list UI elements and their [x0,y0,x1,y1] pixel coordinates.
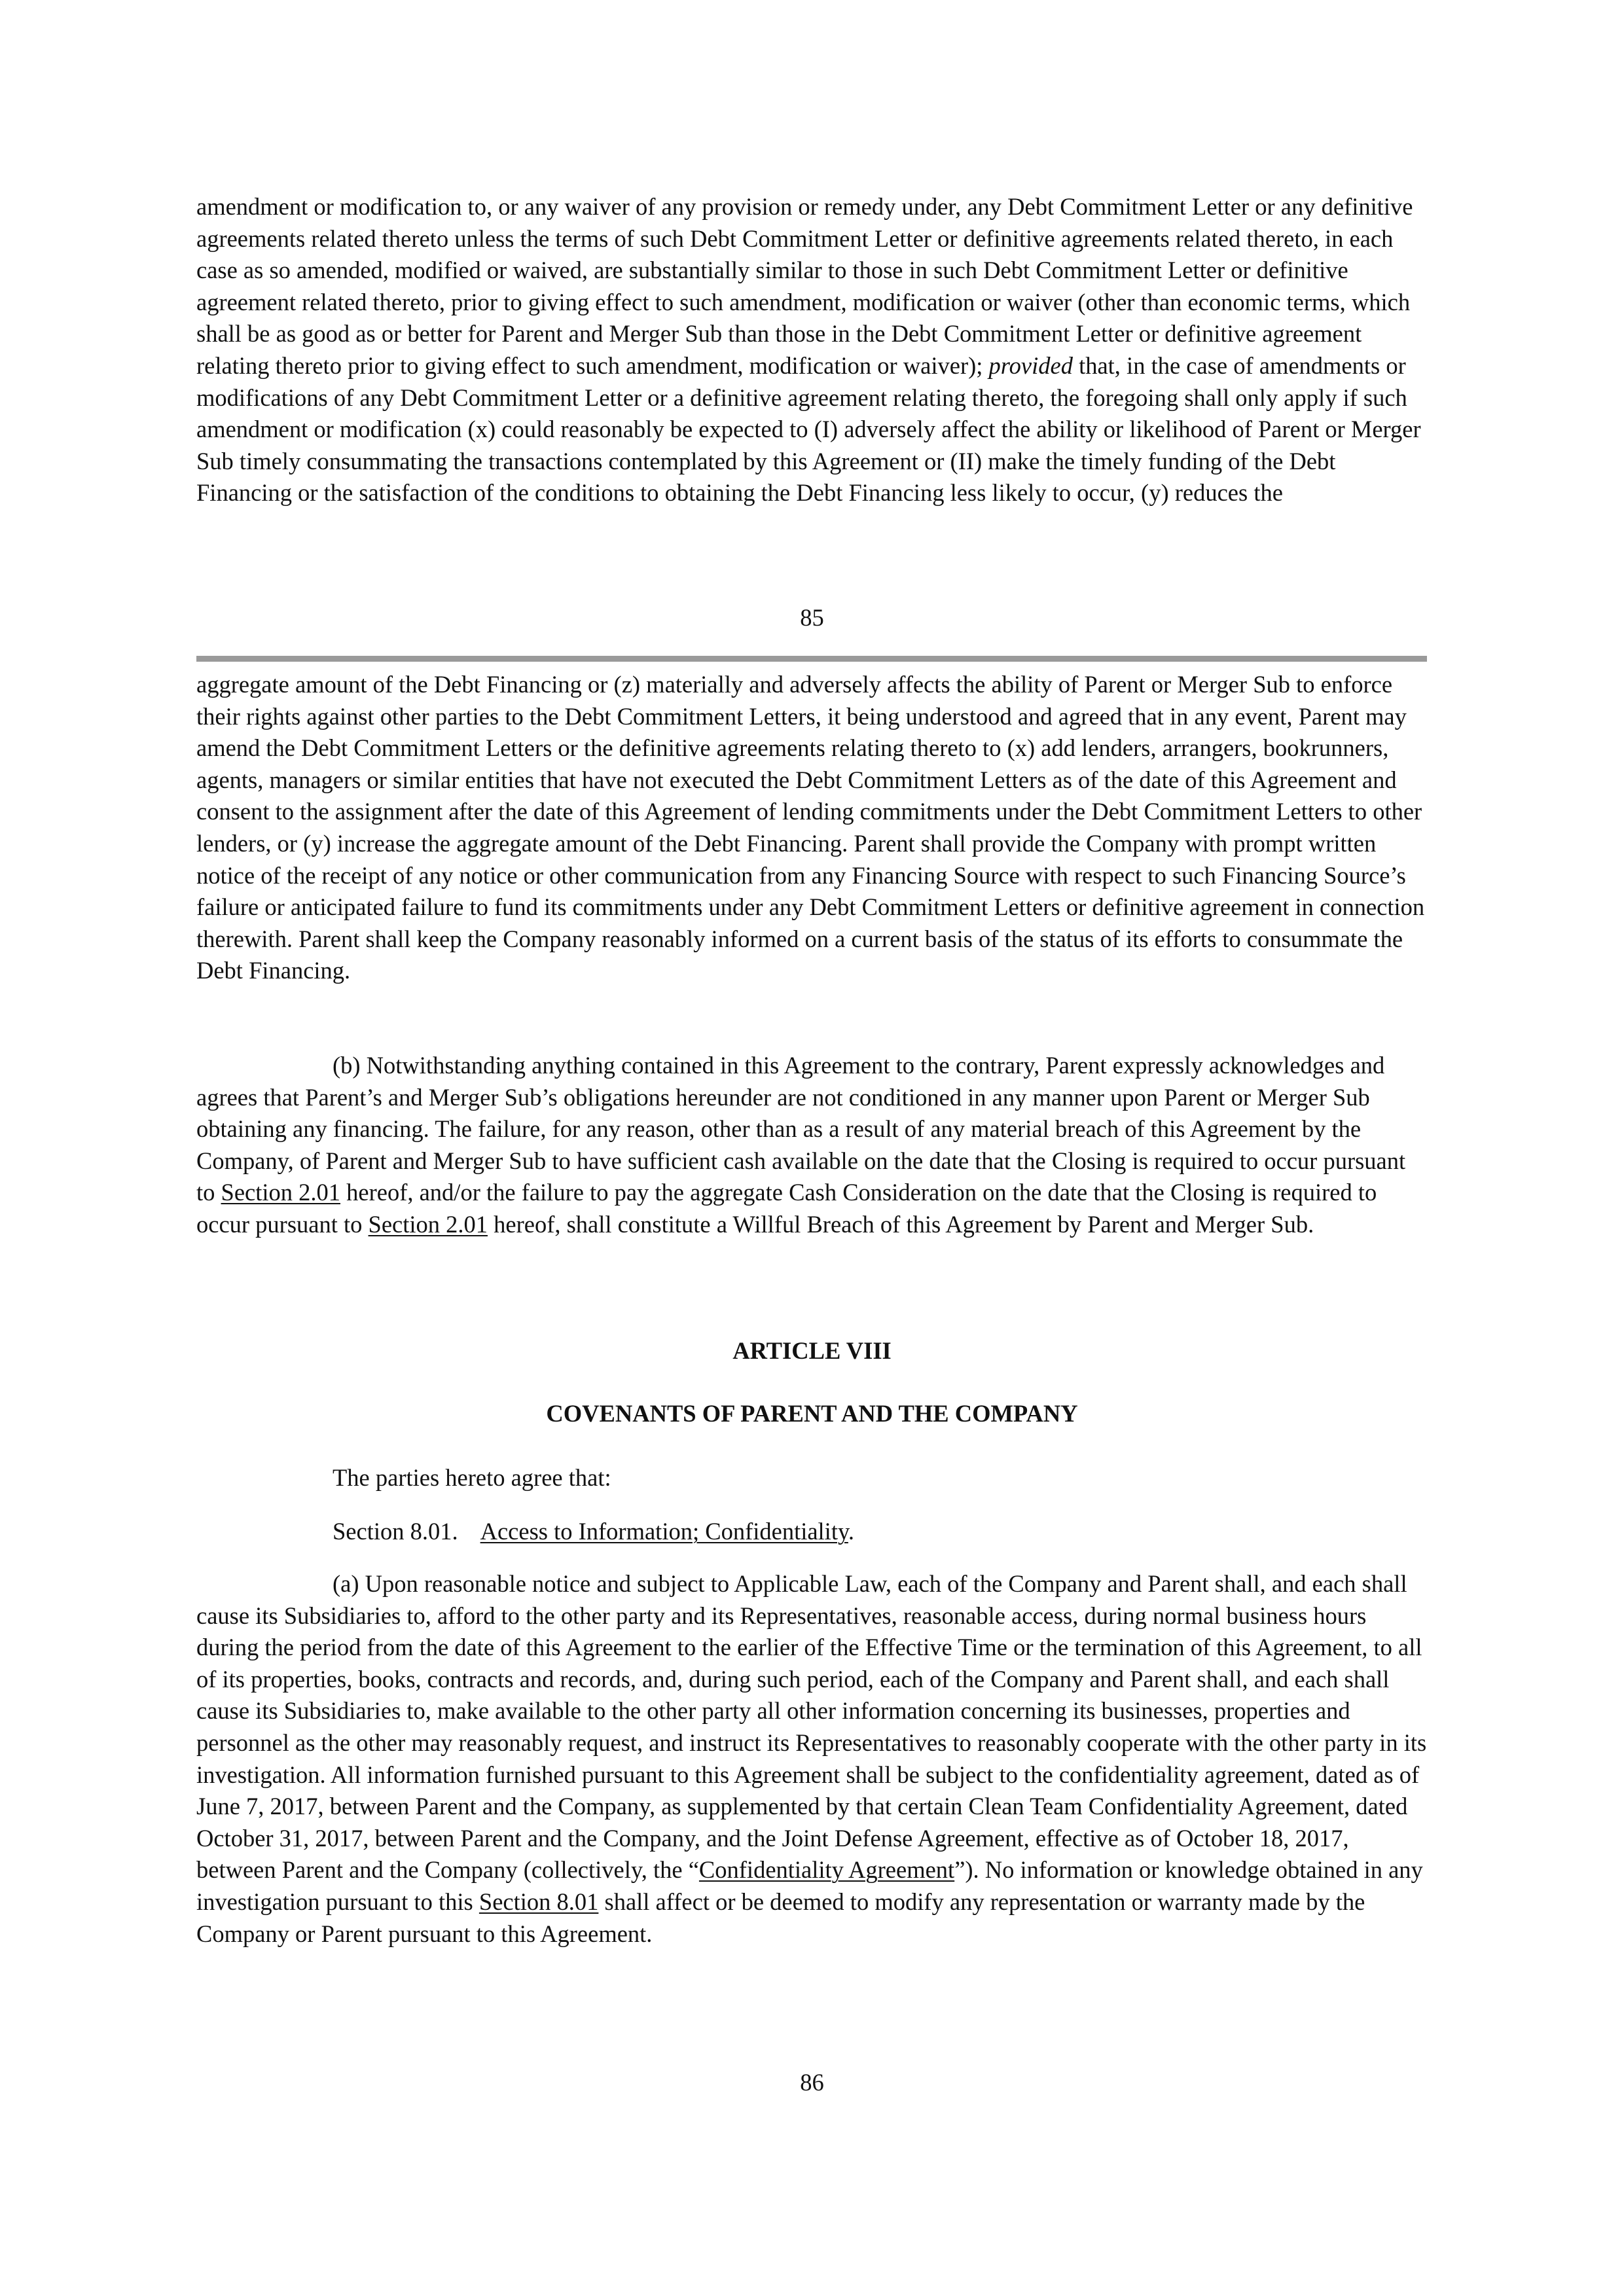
page-number-86: 86 [800,2069,824,2096]
paragraph-b-text-2: hereof, and/or the failure to pay the aggregate Cash Consideration on the date that the Closing is required to occur pursuant to [196,1179,1377,1238]
paragraph-a-text-2: ”). No information or knowledge obtained in any investigation pursuant to this [196,1856,1423,1915]
section-title-period: . [848,1518,854,1545]
section-heading [333,1516,1427,1548]
section-2-01-reference-second: Section 2.01 [368,1210,488,1238]
article-title: COVENANTS OF PARENT AND THE COMPANY [546,1400,1078,1427]
paragraph-a-text-1: (a) Upon reasonable notice and subject to Applicable Law, each of the Company and Parent shall, and each shall cause its Subsidiaries to, afford to the other party and its Representatives, reasonable access, during normal business hours during the period from the date of this Agreement to the earlier of the Effective Time or the termination of this Agreement, to all of its properties, books, contracts and records, and, during such period, each of the Company and Parent shall, and each shall cause its Subsidiaries to, make available to the other party all other information concerning its businesses, properties and personnel as the other may reasonably request, and instruct its Representatives to reasonably cooperate with the other party in its investigation. All information furnished pursuant to this Agreement shall be subject to the confidentiality agreement, dated as of June 7, 2017, between Parent and the Company, as supplemented by that certain Clean Team Confidentiality Agreement, dated October 31, 2017, between Parent and the Company, and the Joint Defense Agreement, effective as of October 18, 2017, between Parent and the Company (collectively, the “ [196,1570,1427,1884]
article-intro-line: The parties hereto agree that: [333,1464,611,1491]
paragraph-a-text-3: shall affect or be deemed to modify any representation or warranty made by the Company or Parent pursuant to this Agreement. [196,1888,1365,1947]
page-break-divider [196,656,1427,662]
confidentiality-agreement-defined-term: Confidentiality Agreement [698,1856,955,1884]
continuation-text-part-1: amendment or modification to, or any waiver of any provision or remedy under, any Debt Commitment Letter or any definitive agreements related thereto unless the terms of such Debt Commitment Letter or definitive agreements related thereto, in each case as so amended, modified or waived, are substantially similar to those in such Debt Commitment Letter or definitive agreement related thereto, prior to giving effect to such amendment, modification or waiver (other than economic terms, which shall be as good as or better for Parent and Merger Sub than those in the Debt Commitment Letter or definitive agreement relating thereto prior to giving effect to such amendment, modification or waiver); [196,193,1413,379]
paragraph-b-text-3: hereof, shall constitute a Willful Breach of this Agreement by Parent and Merger Sub. [488,1210,1314,1238]
provided-italic-term: provided [988,351,1073,379]
continuation-paragraph-page-86: aggregate amount of the Debt Financing or (z) materially and adversely affects the ability of Parent or Merger Sub to enforce their rights against other parties to the Debt Commitment Letters, it being understood and agreed that in any event, Parent may amend the Debt Commitment Letters or the definitive agreements relating thereto to (x) add lenders, arrangers, bookrunners, agents, managers or similar entities that have not executed the Debt Commitment Letters as of the date of this Agreement and consent to the assignment after the date of this Agreement of lending commitments under the Debt Commitment Letters to other lenders, or (y) increase the aggregate amount of the Debt Financing. Parent shall provide the Company with prompt written notice of the receipt of any notice or other communication from any Financing Source with respect to such Financing Source’s failure or anticipated failure to fund its commitments under any Debt Commitment Letters or definitive agreement in connection therewith. Parent shall keep the Company reasonably informed on a current basis of the status of its efforts to consummate the Debt Financing. [196,671,1425,984]
section-number: Section 8.01. [333,1518,458,1545]
paragraph-a [196,1568,1427,1950]
section-title: Access to Information; Confidentiality [480,1518,848,1545]
paragraph-b-text-1: (b) Notwithstanding anything contained in this Agreement to the contrary, Parent expressly acknowledges and agrees that Parent’s and Merger Sub’s obligations hereunder are not conditioned in any manner upon Parent or Merger Sub obtaining any financing. The failure, for any reason, other than as a result of any material breach of this Agreement by the Company, of Parent and Merger Sub to have sufficient cash available on the date that the Closing is required to occur pursuant to [196,1052,1406,1206]
continuation-text-part-2: that, in the case of amendments or modifications of any Debt Commitment Letter or a definitive agreement relating thereto, the foregoing shall only apply if such amendment or modification (x) could reasonably be expected to (I) adversely affect the ability or likelihood of Parent or Merger Sub timely consummating the transactions contemplated by this Agreement or (II) make the timely funding of the Debt Financing or the satisfaction of the conditions to obtaining the Debt Financing less likely to occur, (y) reduces the [196,351,1421,507]
page-number-85: 85 [800,604,824,631]
section-2-01-reference: Section 2.01 [221,1179,341,1206]
section-8-01-reference: Section 8.01 [478,1888,599,1915]
article-heading: ARTICLE VIII [732,1337,892,1364]
paragraph-b [196,1050,1427,1241]
continuation-paragraph-page-85 [196,191,1427,509]
